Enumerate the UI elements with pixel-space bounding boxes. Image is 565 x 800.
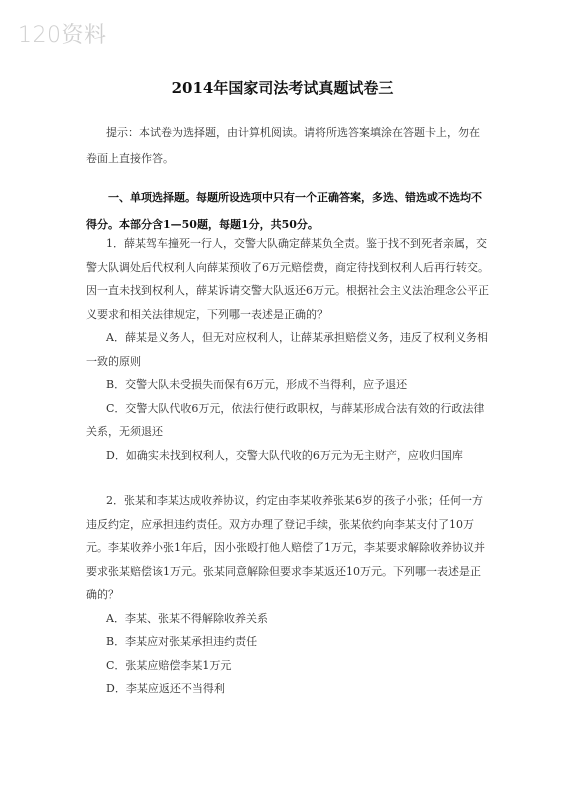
document-title: 2014年国家司法考试真题试卷三 [171,79,394,97]
option-c: C．张某应赔偿李某1万元 [106,658,232,672]
section-heading: 一、单项选择题。每题所设选项中只有一个正确答案，多选、错选或不选均不得分。本部分含1—50题，每题1分，共50分。 [86,191,482,231]
option-b: B．李某应对张某承担违约责任 [106,635,258,648]
option-a: A．薛某是义务人，但无对应权利人，让薛某承担赔偿义务，违反了权利义务相一致的原则 [86,331,488,368]
question-1 [86,232,490,467]
question-2 [86,489,490,701]
exam-tip: 提示：本试卷为选择题，由计算机阅读。请将所选答案填涂在答题卡上，勿在卷面上直接作答。 [86,126,480,165]
option-a: A．李某、张某不得解除收养关系 [106,611,268,625]
option-d: D．李某应返还不当得利 [106,682,225,695]
watermark-logo: 120资料 [18,23,107,48]
question-stem: 1．薛某驾车撞死一行人，交警大队确定薛某负全责。鉴于找不到死者亲属，交警大队调处后代权利人向薛某预收了6万元赔偿费，商定待找到权利人后再行转交。因一直未找到权利人，薛某诉请交警大队返还6万元。根据社会主义法治理念公平正义要求和相关法律规定，下列哪一表述是正确的？ [86,237,489,321]
option-b: B．交警大队未受损失而保有6万元，形成不当得利，应予退还 [106,378,408,391]
option-c: C．交警大队代收6万元，依法行使行政职权，与薛某形成合法有效的行政法律关系，无须退还 [86,401,485,438]
option-d: D．如确实未找到权利人，交警大队代收的6万元为无主财产，应收归国库 [106,448,463,462]
question-stem: 2．张某和李某达成收养协议，约定由李某收养张某6岁的孩子小张；任何一方违反约定，应承担违约责任。双方办理了登记手续，张某依约向李某支付了10万元。李某收养小张1年后，因小张殴打他人赔偿了1万元，李某要求解除收养协议并要求张某赔偿该1万元。张某同意解除但要求李某返还10万元。下列哪一表述是正确的？ [86,494,485,601]
